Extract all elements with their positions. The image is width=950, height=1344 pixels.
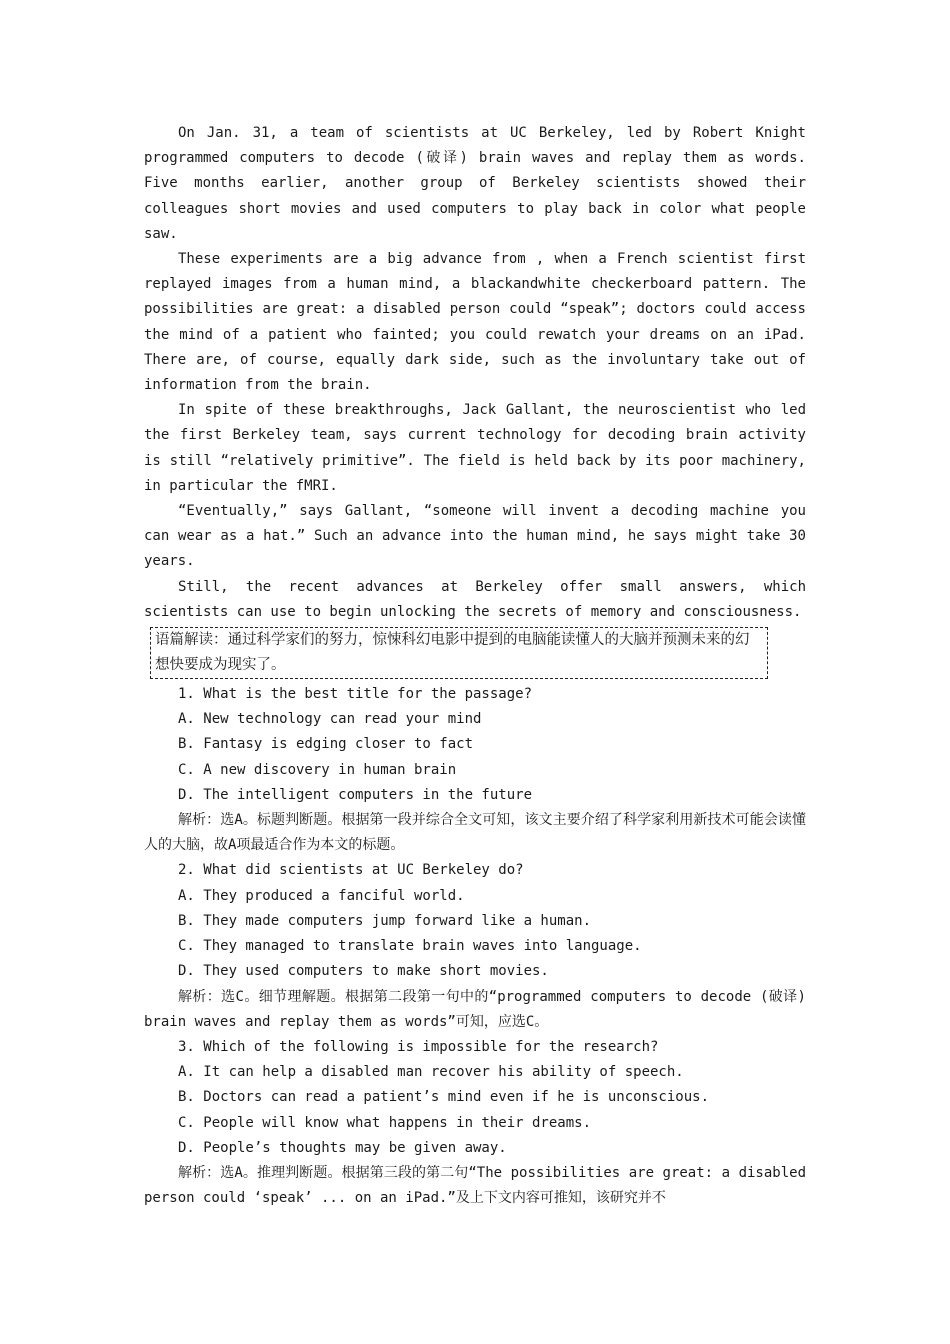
question-1-option-c: C. A new discovery in human brain xyxy=(178,761,457,778)
question-3-option-b: B. Doctors can read a patient’s mind even if he is unconscious. xyxy=(178,1089,710,1106)
question-2-analysis: 解析：选C。细节理解题。根据第二段第一句中的“programmed computers to decode (破译) brain waves and replay them as words”可知，应选C。 xyxy=(144,988,806,1030)
question-3-option-c: C. People will know what happens in their dreams. xyxy=(178,1114,592,1131)
question-3-option-a: A. It can help a disabled man recover his ability of speech. xyxy=(178,1064,684,1081)
question-3-option-d: D. People’s thoughts may be given away. xyxy=(178,1139,507,1156)
passage-paragraph-5: Still, the recent advances at Berkeley offer small answers, which scientists can use to begin unlocking the secrets of memory and consciousness. xyxy=(144,578,806,620)
question-1: 1. What is the best title for the passage? xyxy=(178,686,533,703)
question-1-option-d: D. The intelligent computers in the future xyxy=(178,786,533,803)
question-2-option-a: A. They produced a fanciful world. xyxy=(178,887,465,904)
question-2-option-d: D. They used computers to make short movies. xyxy=(178,963,549,980)
question-1-analysis: 解析：选A。标题判断题。根据第一段并综合全文可知，该文主要介绍了科学家利用新技术可能会读懂人的大脑，故A项最适合作为本文的标题。 xyxy=(144,812,806,854)
question-2-option-c: C. They managed to translate brain waves into language. xyxy=(178,938,642,955)
question-3-analysis: 解析：选A。推理判断题。根据第三段的第二句“The possibilities are great: a disabled person could ‘speak’ ... on an iPad.”及上下文内容可推知，该研究并不 xyxy=(144,1164,806,1207)
summary-text: 语篇解读：通过科学家们的努力，惊悚科幻电影中提到的电脑能读懂人的大脑并预测未来的幻想快要成为现实了。 xyxy=(155,632,750,674)
question-1-option-b: B. Fantasy is edging closer to fact xyxy=(178,736,474,753)
document-content xyxy=(144,121,806,1211)
passage-paragraph-3: In spite of these breakthroughs, Jack Gallant, the neuroscientist who led the first Berkeley team, says current technology for decoding brain activity is still “relatively primitive”. The field is held back by its poor machinery, in particular the fMRI. xyxy=(144,402,806,494)
question-2: 2. What did scientists at UC Berkeley do? xyxy=(178,862,524,879)
passage-paragraph-2: These experiments are a big advance from , when a French scientist first replayed images from a human mind, a blackandwhite checkerboard pattern. The possibilities are great: a disabled person could “speak”; doctors could access the mind of a patient who fainted; you could rewatch your dreams on an iPad. There are, of course, equally dark side, such as the involuntary take out of information from the brain. xyxy=(144,251,806,394)
question-1-option-a: A. New technology can read your mind xyxy=(178,711,482,728)
passage-paragraph-1: On Jan. 31, a team of scientists at UC Berkeley, led by Robert Knight programmed computers to decode (破译) brain waves and replay them as words. Five months earlier, another group of Berkeley scientists showed their colleagues short movies and used computers to play back in color what people saw. xyxy=(144,125,806,242)
question-3: 3. Which of the following is impossible for the research? xyxy=(178,1038,659,1055)
summary-box xyxy=(150,627,768,679)
question-2-option-b: B. They made computers jump forward like a human. xyxy=(178,912,592,929)
passage-paragraph-4: “Eventually,” says Gallant, “someone will invent a decoding machine you can wear as a hat.” Such an advance into the human mind, he says might take 30 years. xyxy=(144,503,806,570)
